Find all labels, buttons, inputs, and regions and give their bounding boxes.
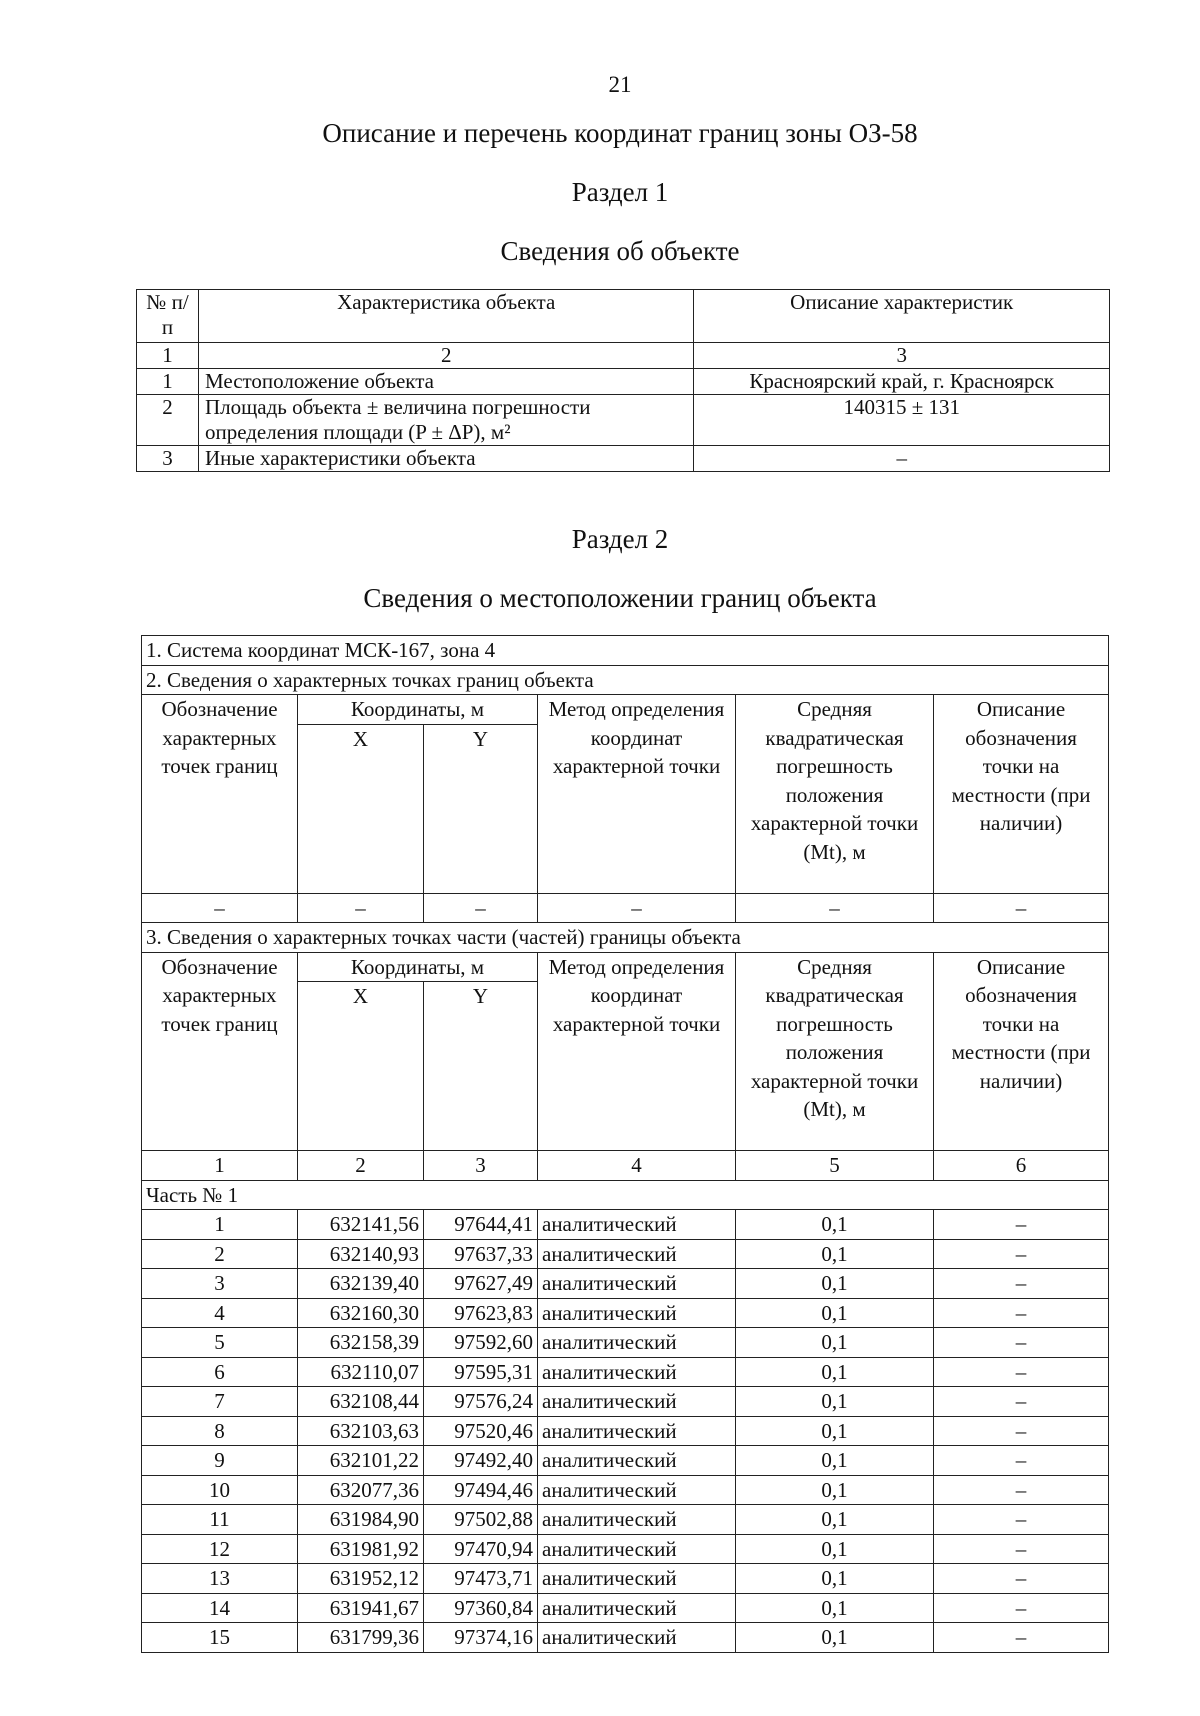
point-desc: – xyxy=(934,1623,1109,1653)
table-row xyxy=(137,446,1110,472)
point-x: 632158,39 xyxy=(298,1328,424,1358)
dash-cell: – xyxy=(538,893,736,923)
header-x: X xyxy=(298,724,424,893)
point-y: 97576,24 xyxy=(424,1387,538,1417)
points-rows xyxy=(142,1210,1109,1653)
header-designation: Обозначение характерных точек границ xyxy=(142,952,298,1151)
header-error: Средняя квадратическая погрешность положения характерной точки (Mt), м xyxy=(736,695,934,894)
point-y: 97595,31 xyxy=(424,1357,538,1387)
header-description: Описание обозначения точки на местности (при наличии) xyxy=(934,695,1109,894)
point-n: 8 xyxy=(142,1416,298,1446)
col-number: 1 xyxy=(142,1151,298,1181)
row-name: Площадь объекта ± величина погрешности определения площади (P ± ΔP), м² xyxy=(198,395,693,446)
point-desc: – xyxy=(934,1328,1109,1358)
point-method: аналитический xyxy=(538,1564,736,1594)
header-characteristic: Характеристика объекта xyxy=(198,290,693,343)
point-y: 97470,94 xyxy=(424,1534,538,1564)
point-mt: 0,1 xyxy=(736,1416,934,1446)
table-row xyxy=(142,1534,1109,1564)
table-row xyxy=(142,1357,1109,1387)
header-description: Описание обозначения точки на местности (при наличии) xyxy=(934,952,1109,1151)
header-method: Метод определения координат характерной точки xyxy=(538,695,736,894)
point-desc: – xyxy=(934,1269,1109,1299)
header-designation: Обозначение характерных точек границ xyxy=(142,695,298,894)
point-x: 631981,92 xyxy=(298,1534,424,1564)
point-n: 4 xyxy=(142,1298,298,1328)
table-row xyxy=(142,1593,1109,1623)
table-row xyxy=(142,1387,1109,1417)
dash-cell: – xyxy=(424,893,538,923)
row-number: 2 xyxy=(137,395,199,446)
point-x: 632108,44 xyxy=(298,1387,424,1417)
coord-system: 1. Система координат МСК-167, зона 4 xyxy=(142,636,1109,666)
point-y: 97494,46 xyxy=(424,1475,538,1505)
point-mt: 0,1 xyxy=(736,1593,934,1623)
point-method: аналитический xyxy=(538,1357,736,1387)
table-row xyxy=(142,1564,1109,1594)
col-number: 1 xyxy=(137,343,199,369)
table-row xyxy=(142,1210,1109,1240)
point-n: 12 xyxy=(142,1534,298,1564)
point-mt: 0,1 xyxy=(736,1564,934,1594)
section2-label: Раздел 2 xyxy=(571,524,669,554)
point-x: 632140,93 xyxy=(298,1239,424,1269)
dash-cell: – xyxy=(934,893,1109,923)
point-method: аналитический xyxy=(538,1328,736,1358)
points-title: 2. Сведения о характерных точках границ объекта xyxy=(142,665,1109,695)
point-n: 10 xyxy=(142,1475,298,1505)
col-number: 6 xyxy=(934,1151,1109,1181)
point-n: 5 xyxy=(142,1328,298,1358)
table-row xyxy=(142,1416,1109,1446)
point-desc: – xyxy=(934,1475,1109,1505)
table-row xyxy=(142,1239,1109,1269)
row-value: – xyxy=(694,446,1110,472)
point-desc: – xyxy=(934,1357,1109,1387)
col-number: 2 xyxy=(298,1151,424,1181)
point-method: аналитический xyxy=(538,1298,736,1328)
dash-cell: – xyxy=(298,893,424,923)
point-x: 631941,67 xyxy=(298,1593,424,1623)
point-method: аналитический xyxy=(538,1475,736,1505)
point-mt: 0,1 xyxy=(736,1269,934,1299)
table-row xyxy=(137,369,1110,395)
table-row xyxy=(137,395,1110,446)
point-mt: 0,1 xyxy=(736,1210,934,1240)
point-n: 1 xyxy=(142,1210,298,1240)
point-mt: 0,1 xyxy=(736,1298,934,1328)
point-desc: – xyxy=(934,1505,1109,1535)
table-row xyxy=(142,1446,1109,1476)
point-method: аналитический xyxy=(538,1593,736,1623)
section2-subtitle: Сведения о местоположении границ объекта xyxy=(363,583,877,613)
point-n: 6 xyxy=(142,1357,298,1387)
point-y: 97502,88 xyxy=(424,1505,538,1535)
col-number: 3 xyxy=(694,343,1110,369)
point-y: 97644,41 xyxy=(424,1210,538,1240)
point-mt: 0,1 xyxy=(736,1387,934,1417)
point-method: аналитический xyxy=(538,1210,736,1240)
point-y: 97374,16 xyxy=(424,1623,538,1653)
point-mt: 0,1 xyxy=(736,1446,934,1476)
table-row xyxy=(142,1505,1109,1535)
point-mt: 0,1 xyxy=(736,1623,934,1653)
point-n: 7 xyxy=(142,1387,298,1417)
point-y: 97637,33 xyxy=(424,1239,538,1269)
col-number: 5 xyxy=(736,1151,934,1181)
point-mt: 0,1 xyxy=(736,1357,934,1387)
header-method: Метод определения координат характерной точки xyxy=(538,952,736,1151)
point-y: 97473,71 xyxy=(424,1564,538,1594)
point-desc: – xyxy=(934,1534,1109,1564)
row-name: Местоположение объекта xyxy=(198,369,693,395)
row-name: Иные характеристики объекта xyxy=(198,446,693,472)
object-info-table xyxy=(136,289,1110,472)
point-method: аналитический xyxy=(538,1416,736,1446)
part-label: Часть № 1 xyxy=(142,1180,1109,1210)
point-desc: – xyxy=(934,1239,1109,1269)
point-desc: – xyxy=(934,1210,1109,1240)
dash-cell: – xyxy=(736,893,934,923)
point-y: 97492,40 xyxy=(424,1446,538,1476)
point-method: аналитический xyxy=(538,1239,736,1269)
point-method: аналитический xyxy=(538,1534,736,1564)
point-desc: – xyxy=(934,1298,1109,1328)
point-n: 9 xyxy=(142,1446,298,1476)
point-y: 97520,46 xyxy=(424,1416,538,1446)
point-y: 97627,49 xyxy=(424,1269,538,1299)
point-x: 631984,90 xyxy=(298,1505,424,1535)
point-x: 632103,63 xyxy=(298,1416,424,1446)
header-x: X xyxy=(298,982,424,1151)
table-row xyxy=(142,1328,1109,1358)
point-x: 632110,07 xyxy=(298,1357,424,1387)
point-n: 2 xyxy=(142,1239,298,1269)
point-desc: – xyxy=(934,1416,1109,1446)
col-number: 2 xyxy=(198,343,693,369)
header-coords: Координаты, м xyxy=(298,952,538,982)
point-desc: – xyxy=(934,1387,1109,1417)
point-x: 632077,36 xyxy=(298,1475,424,1505)
point-mt: 0,1 xyxy=(736,1505,934,1535)
point-method: аналитический xyxy=(538,1269,736,1299)
col-number: 4 xyxy=(538,1151,736,1181)
point-desc: – xyxy=(934,1593,1109,1623)
point-x: 631952,12 xyxy=(298,1564,424,1594)
point-y: 97623,83 xyxy=(424,1298,538,1328)
col-number: 3 xyxy=(424,1151,538,1181)
point-n: 14 xyxy=(142,1593,298,1623)
parts-title: 3. Сведения о характерных точках части (частей) границы объекта xyxy=(142,923,1109,953)
row-value: Красноярский край, г. Красноярск xyxy=(694,369,1110,395)
point-mt: 0,1 xyxy=(736,1328,934,1358)
header-coords: Координаты, м xyxy=(298,695,538,725)
point-method: аналитический xyxy=(538,1387,736,1417)
point-n: 3 xyxy=(142,1269,298,1299)
point-method: аналитический xyxy=(538,1446,736,1476)
table-row xyxy=(142,1269,1109,1299)
point-desc: – xyxy=(934,1564,1109,1594)
section1-label: Раздел 1 xyxy=(571,177,669,207)
row-value: 140315 ± 131 xyxy=(694,395,1110,446)
header-error: Средняя квадратическая погрешность положения характерной точки (Mt), м xyxy=(736,952,934,1151)
point-method: аналитический xyxy=(538,1623,736,1653)
point-mt: 0,1 xyxy=(736,1239,934,1269)
point-method: аналитический xyxy=(538,1505,736,1535)
point-n: 15 xyxy=(142,1623,298,1653)
header-y: Y xyxy=(424,724,538,893)
point-y: 97592,60 xyxy=(424,1328,538,1358)
page-number: 21 xyxy=(608,72,632,97)
point-n: 13 xyxy=(142,1564,298,1594)
point-x: 632139,40 xyxy=(298,1269,424,1299)
point-x: 632101,22 xyxy=(298,1446,424,1476)
header-y: Y xyxy=(424,982,538,1151)
point-x: 631799,36 xyxy=(298,1623,424,1653)
dash-cell: – xyxy=(142,893,298,923)
section1-subtitle: Сведения об объекте xyxy=(500,236,740,266)
point-n: 11 xyxy=(142,1505,298,1535)
header-description: Описание характеристик xyxy=(694,290,1110,343)
table-row xyxy=(142,1475,1109,1505)
document-title: Описание и перечень координат границ зоны ОЗ-58 xyxy=(322,118,918,148)
table-row xyxy=(142,1298,1109,1328)
row-number: 1 xyxy=(137,369,199,395)
point-mt: 0,1 xyxy=(736,1475,934,1505)
point-x: 632141,56 xyxy=(298,1210,424,1240)
header-number: № п/п xyxy=(137,290,199,343)
table-header-row xyxy=(137,290,1110,343)
table-row xyxy=(142,1623,1109,1653)
point-y: 97360,84 xyxy=(424,1593,538,1623)
point-x: 632160,30 xyxy=(298,1298,424,1328)
point-mt: 0,1 xyxy=(736,1534,934,1564)
point-desc: – xyxy=(934,1446,1109,1476)
boundary-points-table xyxy=(141,635,1109,1653)
table-row xyxy=(137,343,1110,369)
row-number: 3 xyxy=(137,446,199,472)
